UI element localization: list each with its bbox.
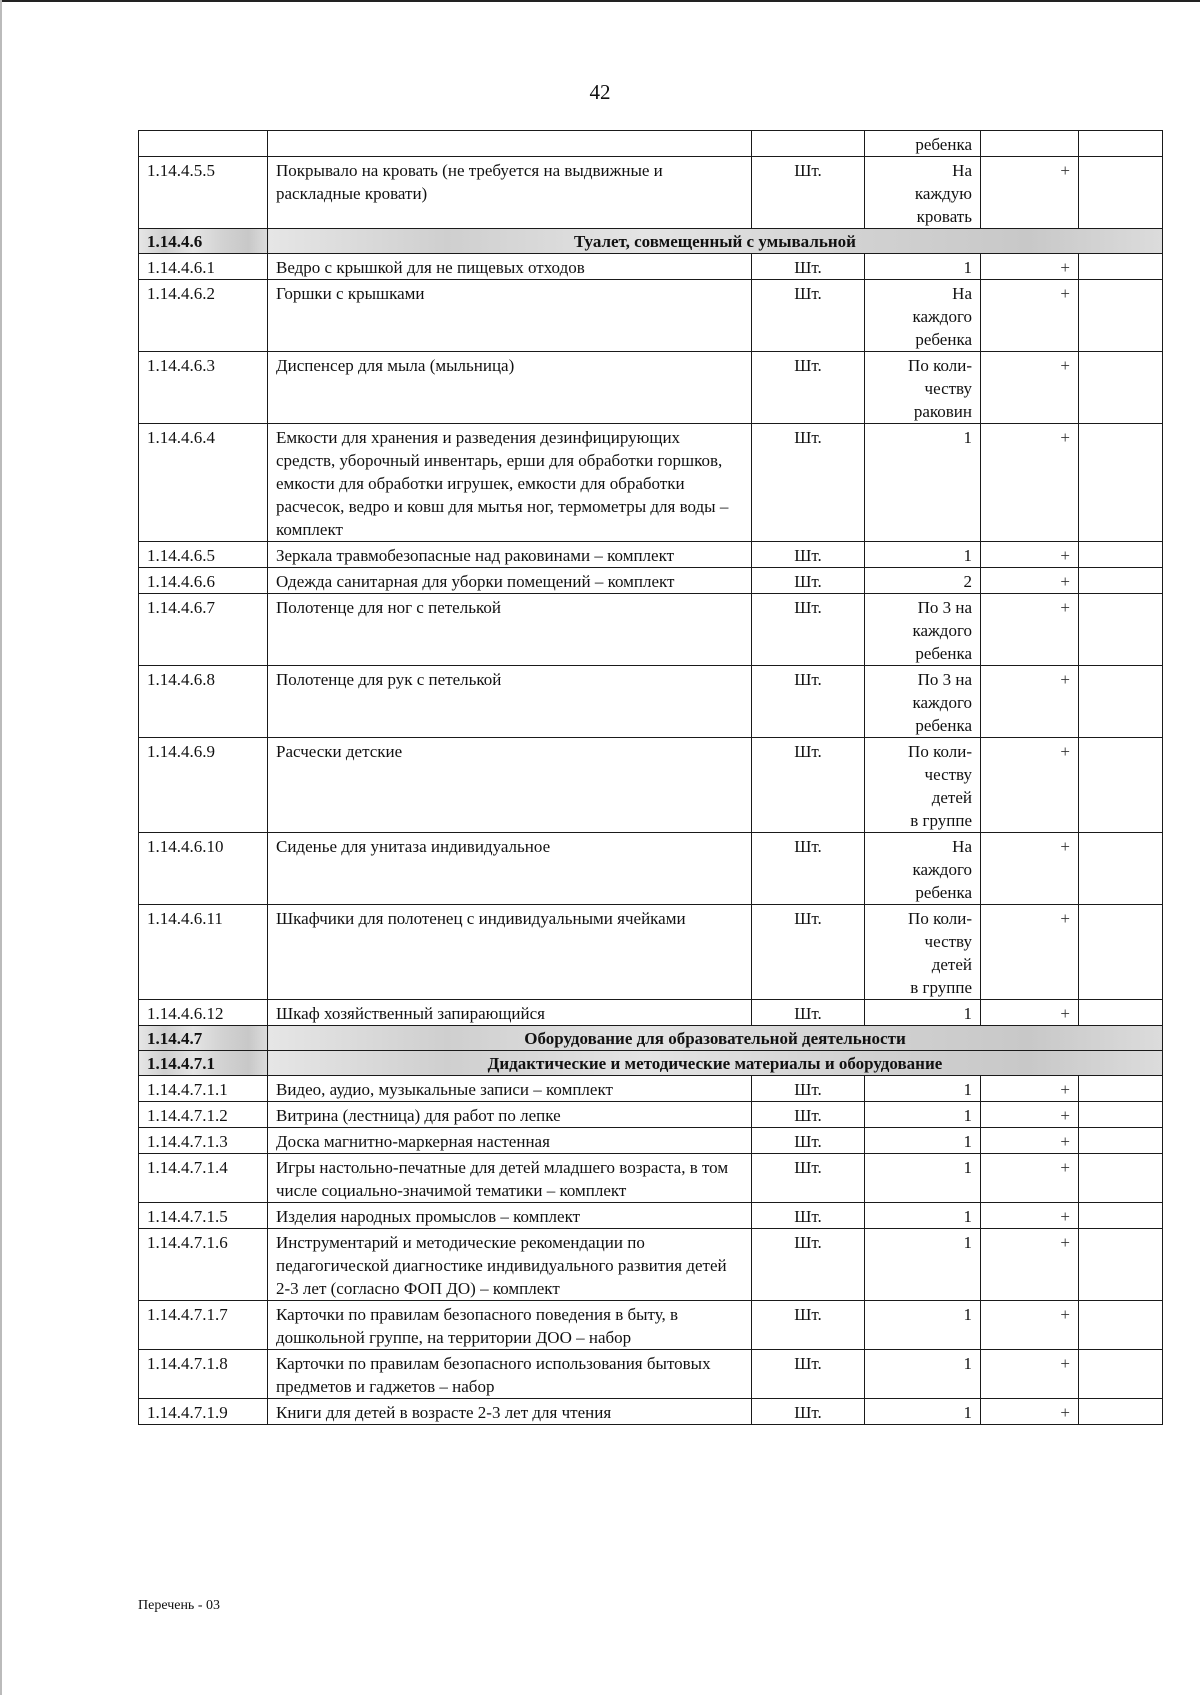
mark-cell: + (981, 542, 1079, 568)
name-cell: Зеркала травмобезопасные над раковинами – комплект (268, 542, 752, 568)
name-cell: Горшки с крышками (268, 280, 752, 352)
unit-cell: Шт. (752, 1301, 865, 1350)
mark-cell: + (981, 1000, 1079, 1026)
section-title: Дидактические и методические материалы и оборудование (268, 1051, 1163, 1076)
qty-cell: 1 (865, 424, 981, 542)
section-code: 1.14.4.6 (139, 229, 268, 254)
table-row (139, 254, 1163, 280)
extra-cell (1079, 1301, 1163, 1350)
scan-edge-top (0, 0, 1200, 2)
name-cell: Полотенце для ног с петелькой (268, 594, 752, 666)
extra-cell (1079, 666, 1163, 738)
code-cell: 1.14.4.6.6 (139, 568, 268, 594)
mark-cell: + (981, 1301, 1079, 1350)
section-title: Туалет, совмещенный с умывальной (268, 229, 1163, 254)
table-row (139, 568, 1163, 594)
unit-cell: Шт. (752, 1399, 865, 1425)
code-cell: 1.14.4.6.1 (139, 254, 268, 280)
qty-cell: На каждого ребенка (865, 280, 981, 352)
code-cell: 1.14.4.6.4 (139, 424, 268, 542)
qty-cell: 1 (865, 1154, 981, 1203)
table-row (139, 1229, 1163, 1301)
extra-cell (1079, 280, 1163, 352)
table-row (139, 1203, 1163, 1229)
name-cell: Витрина (лестница) для работ по лепке (268, 1102, 752, 1128)
section-row (139, 1051, 1163, 1076)
qty-cell: По коли- честву раковин (865, 352, 981, 424)
table-row (139, 424, 1163, 542)
table-row (139, 542, 1163, 568)
code-cell: 1.14.4.6.3 (139, 352, 268, 424)
name-cell: Шкафчики для полотенец с индивидуальными ячейками (268, 905, 752, 1000)
mark-cell: + (981, 254, 1079, 280)
code-cell: 1.14.4.7.1.3 (139, 1128, 268, 1154)
qty-cell: 1 (865, 1128, 981, 1154)
code-cell: 1.14.4.6.10 (139, 833, 268, 905)
qty-cell: 1 (865, 1229, 981, 1301)
mark-cell (981, 131, 1079, 157)
mark-cell: + (981, 352, 1079, 424)
mark-cell: + (981, 1399, 1079, 1425)
name-cell: Сиденье для унитаза индивидуальное (268, 833, 752, 905)
unit-cell: Шт. (752, 568, 865, 594)
section-code: 1.14.4.7 (139, 1026, 268, 1051)
mark-cell: + (981, 1229, 1079, 1301)
code-cell: 1.14.4.7.1.9 (139, 1399, 268, 1425)
mark-cell: + (981, 280, 1079, 352)
qty-cell: 1 (865, 1350, 981, 1399)
qty-cell: По коли- честву детей в группе (865, 738, 981, 833)
mark-cell: + (981, 1203, 1079, 1229)
table-row (139, 352, 1163, 424)
unit-cell: Шт. (752, 280, 865, 352)
unit-cell: Шт. (752, 157, 865, 229)
extra-cell (1079, 1076, 1163, 1102)
table-row (139, 666, 1163, 738)
code-cell: 1.14.4.6.5 (139, 542, 268, 568)
section-row (139, 1026, 1163, 1051)
name-cell: Шкаф хозяйственный запирающийся (268, 1000, 752, 1026)
qty-cell: 1 (865, 254, 981, 280)
unit-cell: Шт. (752, 1102, 865, 1128)
mark-cell: + (981, 738, 1079, 833)
qty-cell: ребенка (865, 131, 981, 157)
unit-cell: Шт. (752, 1128, 865, 1154)
name-cell: Диспенсер для мыла (мыльница) (268, 352, 752, 424)
mark-cell: + (981, 1154, 1079, 1203)
section-title: Оборудование для образовательной деятельности (268, 1026, 1163, 1051)
unit-cell: Шт. (752, 254, 865, 280)
equipment-table-body (139, 131, 1163, 1425)
mark-cell: + (981, 594, 1079, 666)
code-cell: 1.14.4.7.1.7 (139, 1301, 268, 1350)
extra-cell (1079, 254, 1163, 280)
code-cell: 1.14.4.6.12 (139, 1000, 268, 1026)
extra-cell (1079, 542, 1163, 568)
name-cell (268, 131, 752, 157)
name-cell: Игры настольно-печатные для детей младшего возраста, в том числе социально-значимой тематики – комплект (268, 1154, 752, 1203)
name-cell: Инструментарий и методические рекомендации по педагогической диагностике индивидуального развития детей 2-3 лет (согласно ФОП ДО) – комплект (268, 1229, 752, 1301)
table-row (139, 1102, 1163, 1128)
unit-cell (752, 131, 865, 157)
page-number: 42 (589, 80, 611, 104)
mark-cell: + (981, 1076, 1079, 1102)
extra-cell (1079, 738, 1163, 833)
table-row (139, 905, 1163, 1000)
unit-cell: Шт. (752, 1000, 865, 1026)
mark-cell: + (981, 424, 1079, 542)
table-row (139, 157, 1163, 229)
unit-cell: Шт. (752, 1203, 865, 1229)
table-row (139, 1000, 1163, 1026)
extra-cell (1079, 1350, 1163, 1399)
mark-cell: + (981, 157, 1079, 229)
unit-cell: Шт. (752, 833, 865, 905)
section-row (139, 229, 1163, 254)
name-cell: Полотенце для рук с петелькой (268, 666, 752, 738)
code-cell (139, 131, 268, 157)
code-cell: 1.14.4.7.1.1 (139, 1076, 268, 1102)
unit-cell: Шт. (752, 542, 865, 568)
mark-cell: + (981, 666, 1079, 738)
code-cell: 1.14.4.7.1.4 (139, 1154, 268, 1203)
table-row (139, 1301, 1163, 1350)
unit-cell: Шт. (752, 1076, 865, 1102)
table-row (139, 280, 1163, 352)
scan-edge-left (0, 0, 2, 1695)
extra-cell (1079, 833, 1163, 905)
unit-cell: Шт. (752, 1154, 865, 1203)
code-cell: 1.14.4.7.1.6 (139, 1229, 268, 1301)
qty-cell: 1 (865, 1301, 981, 1350)
table-row (139, 1399, 1163, 1425)
code-cell: 1.14.4.7.1.8 (139, 1350, 268, 1399)
extra-cell (1079, 1000, 1163, 1026)
qty-cell: На каждого ребенка (865, 833, 981, 905)
qty-cell: 1 (865, 1102, 981, 1128)
name-cell: Карточки по правилам безопасного использования бытовых предметов и гаджетов – набор (268, 1350, 752, 1399)
extra-cell (1079, 1229, 1163, 1301)
name-cell: Покрывало на кровать (не требуется на выдвижные и раскладные кровати) (268, 157, 752, 229)
name-cell: Карточки по правилам безопасного поведения в быту, в дошкольной группе, на территории ДОО – набор (268, 1301, 752, 1350)
name-cell: Одежда санитарная для уборки помещений – комплект (268, 568, 752, 594)
qty-cell: 1 (865, 1399, 981, 1425)
footer-label: Перечень - 03 (138, 1598, 220, 1613)
code-cell: 1.14.4.6.8 (139, 666, 268, 738)
qty-cell: На каждую кровать (865, 157, 981, 229)
mark-cell: + (981, 1102, 1079, 1128)
qty-cell: 1 (865, 1000, 981, 1026)
name-cell: Книги для детей в возрасте 2-3 лет для чтения (268, 1399, 752, 1425)
section-code: 1.14.4.7.1 (139, 1051, 268, 1076)
extra-cell (1079, 131, 1163, 157)
name-cell: Видео, аудио, музыкальные записи – комплект (268, 1076, 752, 1102)
extra-cell (1079, 352, 1163, 424)
extra-cell (1079, 594, 1163, 666)
code-cell: 1.14.4.6.7 (139, 594, 268, 666)
name-cell: Доска магнитно-маркерная настенная (268, 1128, 752, 1154)
table-row (139, 594, 1163, 666)
extra-cell (1079, 1399, 1163, 1425)
unit-cell: Шт. (752, 352, 865, 424)
name-cell: Расчески детские (268, 738, 752, 833)
unit-cell: Шт. (752, 424, 865, 542)
code-cell: 1.14.4.6.11 (139, 905, 268, 1000)
extra-cell (1079, 568, 1163, 594)
code-cell: 1.14.4.5.5 (139, 157, 268, 229)
unit-cell: Шт. (752, 905, 865, 1000)
qty-cell: 1 (865, 1203, 981, 1229)
unit-cell: Шт. (752, 1350, 865, 1399)
table-row (139, 1154, 1163, 1203)
extra-cell (1079, 1154, 1163, 1203)
unit-cell: Шт. (752, 666, 865, 738)
carry-over-row (139, 131, 1163, 157)
mark-cell: + (981, 568, 1079, 594)
mark-cell: + (981, 1350, 1079, 1399)
unit-cell: Шт. (752, 1229, 865, 1301)
qty-cell: 1 (865, 542, 981, 568)
name-cell: Ведро с крышкой для не пищевых отходов (268, 254, 752, 280)
qty-cell: 2 (865, 568, 981, 594)
code-cell: 1.14.4.7.1.2 (139, 1102, 268, 1128)
extra-cell (1079, 424, 1163, 542)
mark-cell: + (981, 905, 1079, 1000)
extra-cell (1079, 1203, 1163, 1229)
extra-cell (1079, 157, 1163, 229)
table-row (139, 738, 1163, 833)
table-row (139, 1076, 1163, 1102)
qty-cell: По 3 на каждого ребенка (865, 594, 981, 666)
extra-cell (1079, 1102, 1163, 1128)
mark-cell: + (981, 833, 1079, 905)
qty-cell: По коли- честву детей в группе (865, 905, 981, 1000)
name-cell: Изделия народных промыслов – комплект (268, 1203, 752, 1229)
mark-cell: + (981, 1128, 1079, 1154)
table-row (139, 1350, 1163, 1399)
unit-cell: Шт. (752, 594, 865, 666)
code-cell: 1.14.4.7.1.5 (139, 1203, 268, 1229)
equipment-table (138, 130, 1163, 1425)
code-cell: 1.14.4.6.2 (139, 280, 268, 352)
extra-cell (1079, 905, 1163, 1000)
qty-cell: 1 (865, 1076, 981, 1102)
name-cell: Емкости для хранения и разведения дезинфицирующих средств, уборочный инвентарь, ерши для обработки горшков, емкости для обработки игрушек, емкости для обработки расчесок, ведро и ковш для мытья ног, термометры для воды – комплект (268, 424, 752, 542)
table-row (139, 1128, 1163, 1154)
table-row (139, 833, 1163, 905)
qty-cell: По 3 на каждого ребенка (865, 666, 981, 738)
unit-cell: Шт. (752, 738, 865, 833)
extra-cell (1079, 1128, 1163, 1154)
code-cell: 1.14.4.6.9 (139, 738, 268, 833)
